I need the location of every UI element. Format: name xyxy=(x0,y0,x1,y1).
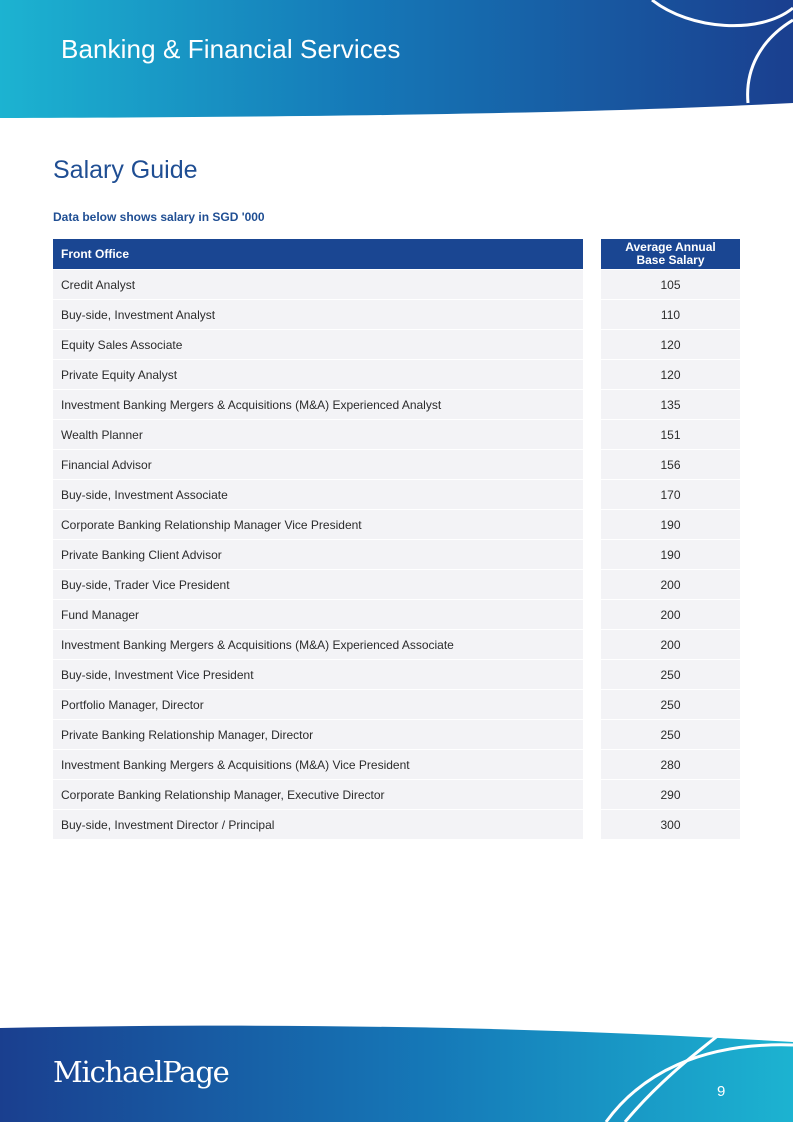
table-row-role: Private Equity Analyst xyxy=(53,359,583,389)
table-row-salary: 300 xyxy=(601,809,740,839)
page-number: 9 xyxy=(717,1083,726,1100)
salary-header-line1: Average Annual xyxy=(625,240,716,254)
table-row-role: Private Banking Relationship Manager, Director xyxy=(53,719,583,749)
table-row-salary: 200 xyxy=(601,629,740,659)
table-row-role: Corporate Banking Relationship Manager Vice President xyxy=(53,509,583,539)
table-row-salary: 250 xyxy=(601,689,740,719)
table-row-salary: 135 xyxy=(601,389,740,419)
table-row-salary: 156 xyxy=(601,449,740,479)
table-row-role: Fund Manager xyxy=(53,599,583,629)
table-row-role: Investment Banking Mergers & Acquisitions (M&A) Experienced Associate xyxy=(53,629,583,659)
table-row-salary: 110 xyxy=(601,299,740,329)
table-row-salary: 120 xyxy=(601,329,740,359)
table-row-salary: 200 xyxy=(601,569,740,599)
table-caption: Data below shows salary in SGD '000 xyxy=(53,210,265,224)
salary-column-header xyxy=(601,239,740,269)
salary-column xyxy=(601,239,740,839)
table-row-role: Buy-side, Investment Analyst xyxy=(53,299,583,329)
role-column xyxy=(53,239,583,839)
page-title: Salary Guide xyxy=(53,156,198,184)
table-row-role: Investment Banking Mergers & Acquisitions (M&A) Vice President xyxy=(53,749,583,779)
salary-header-line2: Base Salary xyxy=(636,253,705,267)
table-row-role: Credit Analyst xyxy=(53,269,583,299)
header-title: Banking & Financial Services xyxy=(61,34,401,64)
table-row-role: Wealth Planner xyxy=(53,419,583,449)
table-row-salary: 190 xyxy=(601,539,740,569)
footer-banner xyxy=(0,1020,793,1122)
table-row-role: Corporate Banking Relationship Manager, Executive Director xyxy=(53,779,583,809)
table-row-role: Buy-side, Trader Vice President xyxy=(53,569,583,599)
table-row-salary: 250 xyxy=(601,719,740,749)
table-row-role: Investment Banking Mergers & Acquisitions (M&A) Experienced Analyst xyxy=(53,389,583,419)
table-row-salary: 151 xyxy=(601,419,740,449)
role-column-header: Front Office xyxy=(53,239,583,269)
table-row-role: Buy-side, Investment Vice President xyxy=(53,659,583,689)
table-row-role: Buy-side, Investment Director / Principal xyxy=(53,809,583,839)
table-row-salary: 120 xyxy=(601,359,740,389)
table-row-salary: 190 xyxy=(601,509,740,539)
header-banner xyxy=(0,0,793,125)
table-row-salary: 170 xyxy=(601,479,740,509)
table-row-salary: 280 xyxy=(601,749,740,779)
table-row-role: Buy-side, Investment Associate xyxy=(53,479,583,509)
table-row-salary: 105 xyxy=(601,269,740,299)
table-row-role: Private Banking Client Advisor xyxy=(53,539,583,569)
table-row-role: Financial Advisor xyxy=(53,449,583,479)
table-row-salary: 290 xyxy=(601,779,740,809)
table-row-role: Portfolio Manager, Director xyxy=(53,689,583,719)
table-row-salary: 250 xyxy=(601,659,740,689)
table-row-salary: 200 xyxy=(601,599,740,629)
table-row-role: Equity Sales Associate xyxy=(53,329,583,359)
michael-page-logo: MichaelPage xyxy=(53,1055,229,1089)
